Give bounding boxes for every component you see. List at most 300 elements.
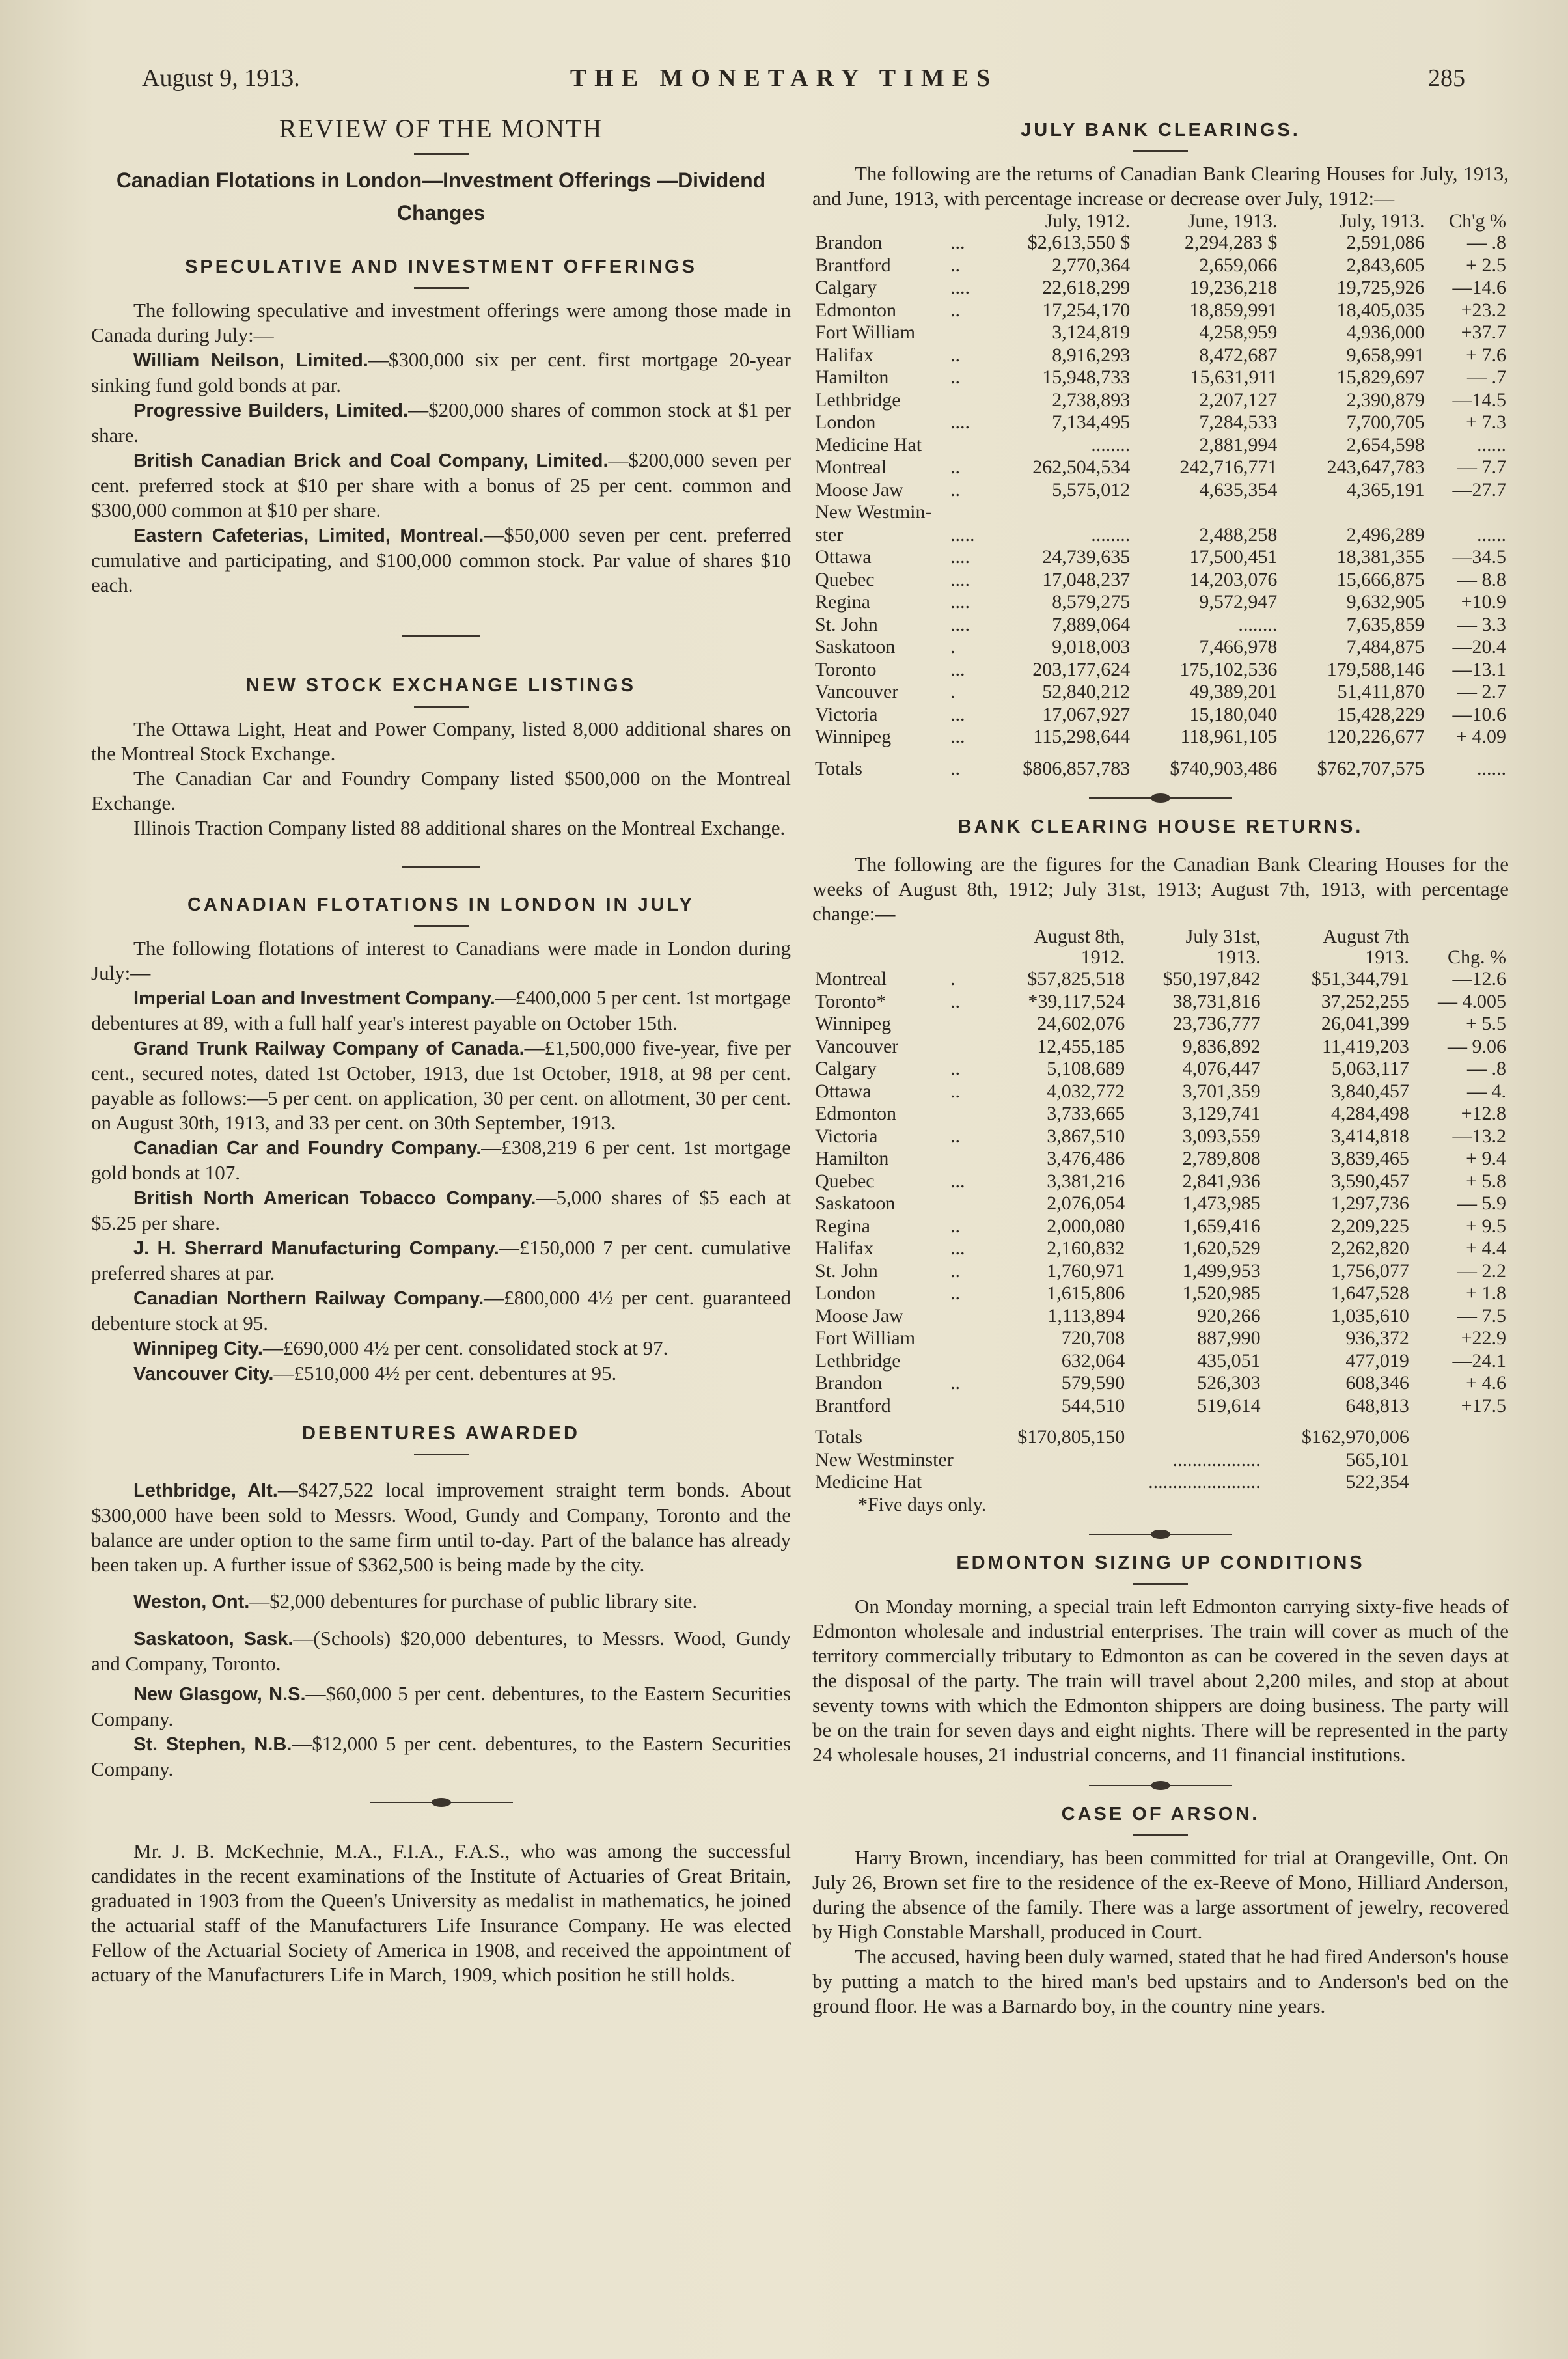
- value-cell: — .8: [1467, 1058, 1506, 1079]
- bank-returns-table: [812, 926, 1509, 1494]
- value-cell: — .8: [1467, 232, 1506, 253]
- leader-cell: [948, 389, 985, 412]
- leader-cell: [948, 1148, 979, 1170]
- value-cell: 7,889,064: [1052, 613, 1131, 635]
- value-cell: 3,124,819: [1052, 322, 1131, 343]
- city-cell: Winnipeg: [815, 1013, 892, 1034]
- spec-item: Progressive Builders, Limited.—$200,000 shares of common stock at $1 per share.: [91, 398, 791, 447]
- value-cell: +23.2: [1461, 299, 1506, 321]
- value-cell: + 4.4: [1466, 1237, 1506, 1259]
- value-cell: 5,575,012: [1052, 478, 1131, 501]
- value-cell: 14,203,076: [1189, 568, 1278, 590]
- value-cell: 2,659,066: [1199, 254, 1278, 276]
- leader-cell: ..: [950, 1372, 960, 1394]
- city-cell: Vancouver: [815, 1035, 899, 1057]
- table-row: [812, 277, 1509, 299]
- city-cell: Moose Jaw: [815, 478, 903, 501]
- table-row: [812, 614, 1509, 637]
- value-cell: 1,499,953: [1182, 1260, 1261, 1282]
- value-cell: 1,297,736: [1330, 1193, 1409, 1214]
- leader-cell: ..: [950, 1080, 960, 1102]
- divider: [414, 706, 469, 708]
- value-cell: 2,496,289: [1346, 523, 1425, 545]
- leader-cell: ....: [950, 613, 970, 635]
- value-cell: *39,117,524: [1028, 990, 1125, 1012]
- issue-date: August 9, 1913.: [142, 64, 300, 92]
- leader-cell: [948, 434, 985, 457]
- value-cell: + 5.5: [1466, 1013, 1506, 1034]
- table-row: [812, 704, 1509, 726]
- left-column: [91, 111, 791, 1987]
- table-row: [812, 456, 1509, 479]
- value-cell: 17,500,451: [1189, 546, 1278, 568]
- table-row: [812, 1215, 1509, 1238]
- city-cell: Calgary: [815, 277, 877, 298]
- value-cell: 4,032,772: [1047, 1080, 1125, 1102]
- arson-para: Harry Brown, incendiary, has been committed for trial at Orangeville, Ont. On July 26, Brown set fire to the residence of the ex-Reeve of Mono, Hilliard Anderson, during the absence of the family. There was a large assortment of jewelry, recovered by High Constable Marshall, produced in Court.: [812, 1845, 1509, 1943]
- city-cell: Montreal: [815, 968, 887, 989]
- value-cell: 7,466,978: [1199, 636, 1278, 657]
- value-cell: 15,180,040: [1189, 703, 1278, 725]
- value-cell: $51,344,791: [1311, 968, 1409, 989]
- value-cell: $50,197,842: [1162, 968, 1261, 989]
- flotation-item: Winnipeg City.—£690,000 4½ per cent. consolidated stock at 97.: [133, 1336, 668, 1359]
- value-cell: 9,018,003: [1052, 636, 1131, 657]
- value-cell: 243,647,783: [1327, 456, 1425, 478]
- city-cell: Montreal: [815, 456, 887, 478]
- city-cell: Moose Jaw: [815, 1304, 903, 1327]
- debenture-item: Lethbridge, Alt.—$427,522 local improvement straight term bonds. About $300,000 have been sold to Messrs. Wood, Gundy and Company, Toronto and the balance are under option to the same firm until to-day. Part of the balance has already been taken up. A further issue of $362,500 is being made by the city.: [91, 1478, 791, 1576]
- value-cell: 7,134,495: [1052, 411, 1131, 433]
- value-cell: 1,659,416: [1182, 1215, 1261, 1237]
- value-cell: 24,739,635: [1042, 546, 1131, 568]
- table-row: [812, 344, 1509, 367]
- value-cell: 2,789,808: [1182, 1148, 1261, 1169]
- value-cell: 9,658,991: [1346, 344, 1425, 366]
- table-row: [812, 1125, 1509, 1148]
- value-cell: 608,346: [1345, 1372, 1409, 1394]
- listing-para: Illinois Traction Company listed 88 additional shares on the Montreal Exchange.: [133, 816, 786, 839]
- value-cell: 7,484,875: [1346, 636, 1425, 657]
- city-cell: London: [815, 1282, 876, 1304]
- value-cell: 1,760,971: [1047, 1260, 1125, 1282]
- page-number: 285: [1428, 64, 1465, 92]
- publication-title: THE MONETARY TIMES: [570, 64, 998, 92]
- spec-item: Eastern Cafeterias, Limited, Montreal.—$50,000 seven per cent. preferred cumulative and participating, and $100,000 common stock. Par value of shares $10 each.: [91, 523, 791, 596]
- divider: [1133, 1834, 1188, 1836]
- value-cell: 648,813: [1345, 1394, 1409, 1416]
- value-cell: 15,666,875: [1336, 568, 1425, 590]
- value-cell: 579,590: [1061, 1372, 1125, 1394]
- leader-cell: ....: [950, 591, 970, 613]
- value-cell: 3,840,457: [1330, 1080, 1409, 1102]
- debenture-item: St. Stephen, N.B.—$12,000 5 per cent. debentures, to the Eastern Securities Company.: [91, 1732, 791, 1780]
- debenture-item: New Glasgow, N.S.—$60,000 5 per cent. debentures, to the Eastern Securities Company.: [91, 1682, 791, 1730]
- value-cell: —34.5: [1452, 546, 1506, 568]
- table-row: [812, 1305, 1509, 1328]
- leader-cell: ..: [950, 366, 960, 388]
- value-cell: 51,411,870: [1337, 681, 1425, 702]
- value-cell: 3,381,216: [1047, 1170, 1125, 1192]
- value-cell: 37,252,255: [1321, 990, 1409, 1012]
- leader-cell: ..: [950, 456, 960, 478]
- value-cell: 3,476,486: [1047, 1148, 1125, 1169]
- value-cell: 49,389,201: [1189, 681, 1278, 702]
- city-cell: Ottawa: [815, 546, 872, 568]
- table-row: [812, 366, 1509, 389]
- review-title: REVIEW OF THE MONTH: [279, 114, 603, 143]
- leader-cell: ...: [950, 726, 965, 747]
- table-row: [812, 1237, 1509, 1260]
- table-row: [812, 726, 1509, 749]
- listings-heading: NEW STOCK EXCHANGE LISTINGS: [246, 675, 636, 696]
- city-cell: London: [815, 411, 876, 433]
- value-cell: —13.2: [1452, 1125, 1506, 1147]
- flotation-item: British North American Tobacco Company.—5,000 shares of $5 each at $5.25 per share.: [91, 1186, 791, 1234]
- value-cell: 9,632,905: [1346, 591, 1425, 613]
- leader-cell: .: [950, 968, 956, 989]
- value-cell: 15,428,229: [1336, 703, 1425, 725]
- flotations-intro: The following flotations of interest to Canadians were made in London during July:—: [91, 937, 791, 984]
- value-cell: —27.7: [1452, 478, 1506, 501]
- value-cell: 3,867,510: [1047, 1125, 1125, 1147]
- value-cell: +37.7: [1461, 322, 1506, 343]
- table-row: [812, 1036, 1509, 1058]
- city-cell: Brantford: [815, 1394, 891, 1416]
- table-header-row: 1912. 1913. 1913. Chg. %: [1080, 946, 1506, 968]
- city-cell: St. John: [815, 613, 878, 635]
- leader-cell: ...: [950, 232, 965, 253]
- ornament-divider: [370, 1796, 513, 1809]
- table-row: [812, 1193, 1509, 1215]
- value-cell: 1,615,806: [1047, 1282, 1125, 1304]
- value-cell: + 2.5: [1466, 254, 1506, 276]
- leader-cell: .: [950, 681, 956, 702]
- leader-cell: [948, 1013, 979, 1036]
- value-cell: 2,076,054: [1047, 1193, 1125, 1214]
- leader-cell: ....: [950, 411, 970, 433]
- table-row: [812, 1372, 1509, 1395]
- value-cell: 15,948,733: [1042, 366, 1131, 388]
- divider: [1133, 150, 1188, 152]
- section-divider: [402, 866, 480, 868]
- value-cell: 2,591,086: [1346, 232, 1425, 253]
- value-cell: 526,303: [1197, 1372, 1261, 1394]
- value-cell: — 2.2: [1457, 1260, 1506, 1282]
- value-cell: 4,076,447: [1182, 1058, 1261, 1079]
- flotations-heading: CANADIAN FLOTATIONS IN LONDON IN JULY: [187, 894, 695, 915]
- city-cell: ster: [815, 523, 844, 545]
- table-row: [812, 299, 1509, 322]
- value-cell: $57,825,518: [1027, 968, 1125, 989]
- table-total-row: Totals .. $806,857,783 $740,903,486 $762,707,575 ......: [815, 757, 1506, 779]
- value-cell: 3,414,818: [1330, 1125, 1409, 1147]
- flotation-item: Grand Trunk Railway Company of Canada.—£1,500,000 five-year, five per cent., secured notes, dated 1st October, 1913, due 1st October, 1918, at 98 per cent. payable as follows:—5 per cent. on application, 30 per cent. on allotment, 30 per cent. on August 30th, 1913, and 33 per cent. on 30th September, 1913.: [91, 1036, 791, 1134]
- value-cell: 175,102,536: [1179, 658, 1278, 680]
- value-cell: —20.4: [1452, 636, 1506, 657]
- value-cell: +12.8: [1461, 1103, 1506, 1124]
- value-cell: 435,051: [1197, 1349, 1261, 1372]
- value-cell: 2,881,994: [1199, 434, 1278, 456]
- city-cell: Toronto*: [815, 990, 887, 1012]
- value-cell: —24.1: [1452, 1349, 1506, 1372]
- leader-cell: ...: [950, 1237, 965, 1259]
- city-cell: Ottawa: [815, 1080, 872, 1102]
- leader-cell: [948, 1193, 979, 1215]
- value-cell: 3,129,741: [1182, 1103, 1261, 1124]
- table-row: [812, 1103, 1509, 1125]
- spec-heading: SPECULATIVE AND INVESTMENT OFFERINGS: [185, 256, 697, 277]
- leader-cell: ..: [950, 1058, 960, 1079]
- city-cell: Edmonton: [815, 299, 896, 321]
- value-cell: — 3.3: [1457, 613, 1506, 635]
- value-cell: 2,843,605: [1346, 254, 1425, 276]
- section-divider: [402, 635, 480, 637]
- leader-cell: ....: [950, 277, 970, 298]
- value-cell: 9,836,892: [1182, 1035, 1261, 1057]
- value-cell: — 4.: [1467, 1080, 1506, 1102]
- value-cell: 720,708: [1061, 1327, 1125, 1349]
- value-cell: 519,614: [1197, 1394, 1261, 1416]
- value-cell: + 9.5: [1466, 1215, 1506, 1237]
- table-row: [812, 591, 1509, 614]
- value-cell: — 2.7: [1457, 681, 1506, 702]
- value-cell: 1,647,528: [1330, 1282, 1409, 1304]
- value-cell: 4,635,354: [1199, 478, 1278, 501]
- divider: [414, 287, 469, 289]
- value-cell: 118,961,105: [1180, 726, 1278, 747]
- july-clearings-heading: JULY BANK CLEARINGS.: [1021, 120, 1300, 141]
- value-cell: 4,365,191: [1346, 478, 1425, 501]
- table-row: New Westminster .................. 565,101: [815, 1448, 1409, 1470]
- city-cell: Calgary: [815, 1058, 877, 1079]
- table-row: [812, 411, 1509, 434]
- value-cell: 4,284,498: [1330, 1103, 1409, 1124]
- table-row: [812, 659, 1509, 682]
- value-cell: [1280, 501, 1427, 524]
- value-cell: 8,472,687: [1199, 344, 1278, 366]
- value-cell: 17,048,237: [1042, 568, 1131, 590]
- city-cell: Lethbridge: [815, 389, 901, 411]
- leader-cell: ..: [950, 1125, 960, 1147]
- leader-cell: ..: [950, 478, 960, 501]
- value-cell: 19,725,926: [1336, 277, 1425, 298]
- leader-cell: ...: [950, 703, 965, 725]
- value-cell: 2,209,225: [1330, 1215, 1409, 1237]
- table-row: [812, 968, 1509, 991]
- value-cell: 18,405,035: [1336, 299, 1425, 321]
- table-row: [812, 1282, 1509, 1305]
- value-cell: 7,635,859: [1346, 613, 1425, 635]
- value-cell: — 7.5: [1457, 1304, 1506, 1327]
- leader-cell: .....: [950, 523, 975, 545]
- value-cell: 1,520,985: [1182, 1282, 1261, 1304]
- leader-cell: ...: [950, 658, 965, 680]
- value-cell: —10.6: [1452, 703, 1506, 725]
- value-cell: +17.5: [1461, 1394, 1506, 1416]
- value-cell: 2,488,258: [1199, 523, 1278, 545]
- table-row: [812, 1327, 1509, 1350]
- value-cell: $2,613,550 $: [1027, 232, 1131, 253]
- page-header: [0, 64, 1568, 103]
- leader-cell: ....: [950, 568, 970, 590]
- value-cell: — 8.8: [1457, 568, 1506, 590]
- spec-item: British Canadian Brick and Coal Company, Limited.—$200,000 seven per cent. preferred stock at $10 per share with a bonus of 25 per cent. common and $300,000 common at $10 per share.: [91, 448, 791, 521]
- value-cell: 3,701,359: [1182, 1080, 1261, 1102]
- value-cell: + 5.8: [1466, 1170, 1506, 1192]
- divider: [414, 925, 469, 927]
- value-cell: 632,064: [1061, 1349, 1125, 1372]
- ornament-divider: [1089, 1528, 1232, 1541]
- leader-cell: ..: [950, 254, 960, 276]
- city-cell: St. John: [815, 1260, 878, 1282]
- leader-cell: ....: [950, 546, 970, 568]
- leader-cell: [948, 322, 985, 344]
- value-cell: 3,590,457: [1330, 1170, 1409, 1192]
- debentures-heading: DEBENTURES AWARDED: [301, 1423, 580, 1444]
- value-cell: —14.6: [1452, 277, 1506, 298]
- flotation-item: Vancouver City.—£510,000 4½ per cent. debentures at 95.: [133, 1362, 617, 1385]
- spec-item: William Neilson, Limited.—$300,000 six per cent. first mortgage 20-year sinking fund gold bonds at par.: [91, 348, 791, 396]
- value-cell: 26,041,399: [1321, 1013, 1409, 1034]
- value-cell: 262,504,534: [1032, 456, 1131, 478]
- city-cell: Quebec: [815, 1170, 875, 1192]
- debenture-item: Weston, Ont.—$2,000 debentures for purchase of public library site.: [133, 1590, 698, 1612]
- table-total-row: Totals $170,805,150 $162,970,006: [815, 1426, 1409, 1448]
- table-header-row: August 8th, July 31st, August 7th: [1034, 926, 1409, 947]
- returns-intro: The following are the figures for the Canadian Bank Clearing Houses for the weeks of August 8th, 1912; July 31st, 1913; August 7th, 1913, with percentage change:—: [812, 853, 1509, 925]
- value-cell: 8,579,275: [1052, 591, 1131, 613]
- value-cell: 15,631,911: [1190, 366, 1278, 388]
- city-cell: Fort William: [815, 322, 916, 343]
- value-cell: 3,093,559: [1182, 1125, 1261, 1147]
- value-cell: 3,839,465: [1330, 1148, 1409, 1169]
- table-row: [812, 1170, 1509, 1193]
- flotation-item: Imperial Loan and Investment Company.—£400,000 5 per cent. 1st mortgage debentures at 89, with a full half year's interest payable on October 15th.: [91, 986, 791, 1034]
- value-cell: 23,736,777: [1172, 1013, 1261, 1034]
- city-cell: Edmonton: [815, 1103, 896, 1124]
- value-cell: ......: [1477, 434, 1506, 456]
- edmonton-text: On Monday morning, a special train left Edmonton carrying sixty-five heads of Edmonton wholesale and industrial enterprises. The train will cover as much of the territory commercially tributary to Edmonton as can be covered in the seven days at the disposal of the party. The train will travel about 2,200 miles, and stop at about seventy towns with which the Edmonton shippers are doing business. The party will be on the train for seven days and eight nights. There will be represented in the party 24 wholesale houses, 21 industrial concerns, and 11 financial institutions.: [812, 1594, 1509, 1766]
- value-cell: 12,455,185: [1037, 1035, 1125, 1057]
- spec-intro: The following speculative and investment offerings were among those made in Canada during July:—: [91, 299, 791, 346]
- value-cell: 8,916,293: [1052, 344, 1131, 366]
- value-cell: 15,829,697: [1336, 366, 1425, 388]
- value-cell: + 4.09: [1456, 726, 1506, 747]
- value-cell: 2,841,936: [1182, 1170, 1261, 1192]
- value-cell: + 9.4: [1466, 1148, 1506, 1169]
- value-cell: 1,035,610: [1330, 1304, 1409, 1327]
- value-cell: 242,716,771: [1179, 456, 1278, 478]
- city-cell: Fort William: [815, 1327, 916, 1349]
- value-cell: 179,588,146: [1327, 658, 1425, 680]
- divider: [414, 1454, 469, 1455]
- table-row: [812, 681, 1509, 704]
- value-cell: — 7.7: [1457, 456, 1506, 478]
- value-cell: 2,738,893: [1052, 389, 1131, 411]
- leader-cell: ..: [950, 344, 960, 366]
- july-clearings-table: [812, 211, 1509, 780]
- city-cell: Quebec: [815, 568, 875, 590]
- value-cell: 920,266: [1197, 1304, 1261, 1327]
- table-row: [812, 636, 1509, 659]
- city-cell: Winnipeg: [815, 726, 892, 747]
- value-cell: 2,160,832: [1047, 1237, 1125, 1259]
- value-cell: 18,381,355: [1336, 546, 1425, 568]
- mckechnie-para: Mr. J. B. McKechnie, M.A., F.I.A., F.A.S., who was among the successful candidates in the recent examinations of the Institute of Actuaries of Great Britain, graduated in 1903 from the Queen's University as medalist in mathematics, he joined the actuarial staff of the Manufacturers Life Insurance Company. He was elected Fellow of the Actuarial Society of America in 1908, and received the appointment of actuary of the Manufacturers Life in March, 1909, which position he still holds.: [91, 1840, 791, 1986]
- value-cell: [1427, 501, 1509, 524]
- city-cell: Regina: [815, 591, 870, 613]
- city-cell: Hamilton: [815, 1148, 889, 1169]
- table-row: [812, 501, 1509, 524]
- value-cell: —13.1: [1452, 658, 1506, 680]
- divider: [414, 153, 469, 155]
- value-cell: 24,602,076: [1037, 1013, 1125, 1034]
- city-cell: Hamilton: [815, 366, 889, 388]
- value-cell: 1,620,529: [1182, 1237, 1261, 1259]
- table-row: [812, 1260, 1509, 1283]
- city-cell: Halifax: [815, 1237, 873, 1259]
- table-row: [812, 1058, 1509, 1081]
- july-intro: The following are the returns of Canadian Bank Clearing Houses for July, 1913, and June, 1913, with percentage increase or decrease over July, 1912:—: [812, 162, 1509, 210]
- right-column: [812, 111, 1509, 2019]
- divider: [1133, 1583, 1188, 1585]
- value-cell: [985, 501, 1133, 524]
- value-cell: 115,298,644: [1033, 726, 1131, 747]
- review-subtitle: Canadian Flotations in London—Investment Offerings —Dividend Changes: [116, 169, 766, 225]
- city-cell: Victoria: [815, 703, 878, 725]
- value-cell: 2,207,127: [1199, 389, 1278, 411]
- listing-para: The Canadian Car and Foundry Company listed $500,000 on the Montreal Exchange.: [91, 767, 791, 814]
- value-cell: — .7: [1467, 366, 1506, 388]
- value-cell: 3,733,665: [1047, 1103, 1125, 1124]
- value-cell: + 4.6: [1466, 1372, 1506, 1394]
- value-cell: 887,990: [1197, 1327, 1261, 1349]
- value-cell: 2,262,820: [1330, 1237, 1409, 1259]
- city-cell: Medicine Hat: [815, 434, 922, 456]
- value-cell: 9,572,947: [1199, 591, 1278, 613]
- value-cell: ........: [1091, 434, 1131, 456]
- leader-cell: .: [950, 636, 956, 657]
- arson-heading: CASE OF ARSON.: [1061, 1803, 1260, 1825]
- city-cell: Brandon: [815, 1372, 883, 1394]
- leader-cell: ..: [950, 990, 960, 1012]
- value-cell: 5,063,117: [1332, 1058, 1409, 1079]
- value-cell: 11,419,203: [1322, 1035, 1409, 1057]
- value-cell: 4,258,959: [1199, 322, 1278, 343]
- city-cell: Brandon: [815, 232, 883, 253]
- value-cell: 203,177,624: [1032, 658, 1131, 680]
- edmonton-heading: EDMONTON SIZING UP CONDITIONS: [956, 1552, 1365, 1573]
- city-cell: Victoria: [815, 1125, 878, 1147]
- value-cell: 38,731,816: [1172, 990, 1261, 1012]
- ornament-divider: [1089, 792, 1232, 805]
- table-row: [812, 524, 1509, 547]
- leader-cell: ..: [950, 1260, 960, 1282]
- table-row: Medicine Hat ....................... 522,354: [815, 1471, 1409, 1493]
- flotation-item: Canadian Car and Foundry Company.—£308,219 6 per cent. 1st mortgage gold bonds at 107.: [91, 1136, 791, 1184]
- table-row: [812, 546, 1509, 569]
- value-cell: 477,019: [1345, 1349, 1409, 1372]
- leader-cell: ..: [950, 1215, 960, 1237]
- value-cell: 544,510: [1061, 1394, 1125, 1416]
- returns-heading: BANK CLEARING HOUSE RETURNS.: [957, 816, 1364, 837]
- table-row: [812, 479, 1509, 502]
- city-cell: Vancouver: [815, 681, 899, 702]
- leader-cell: ..: [950, 299, 960, 321]
- value-cell: 2,000,080: [1047, 1215, 1125, 1237]
- value-cell: 7,284,533: [1199, 411, 1278, 433]
